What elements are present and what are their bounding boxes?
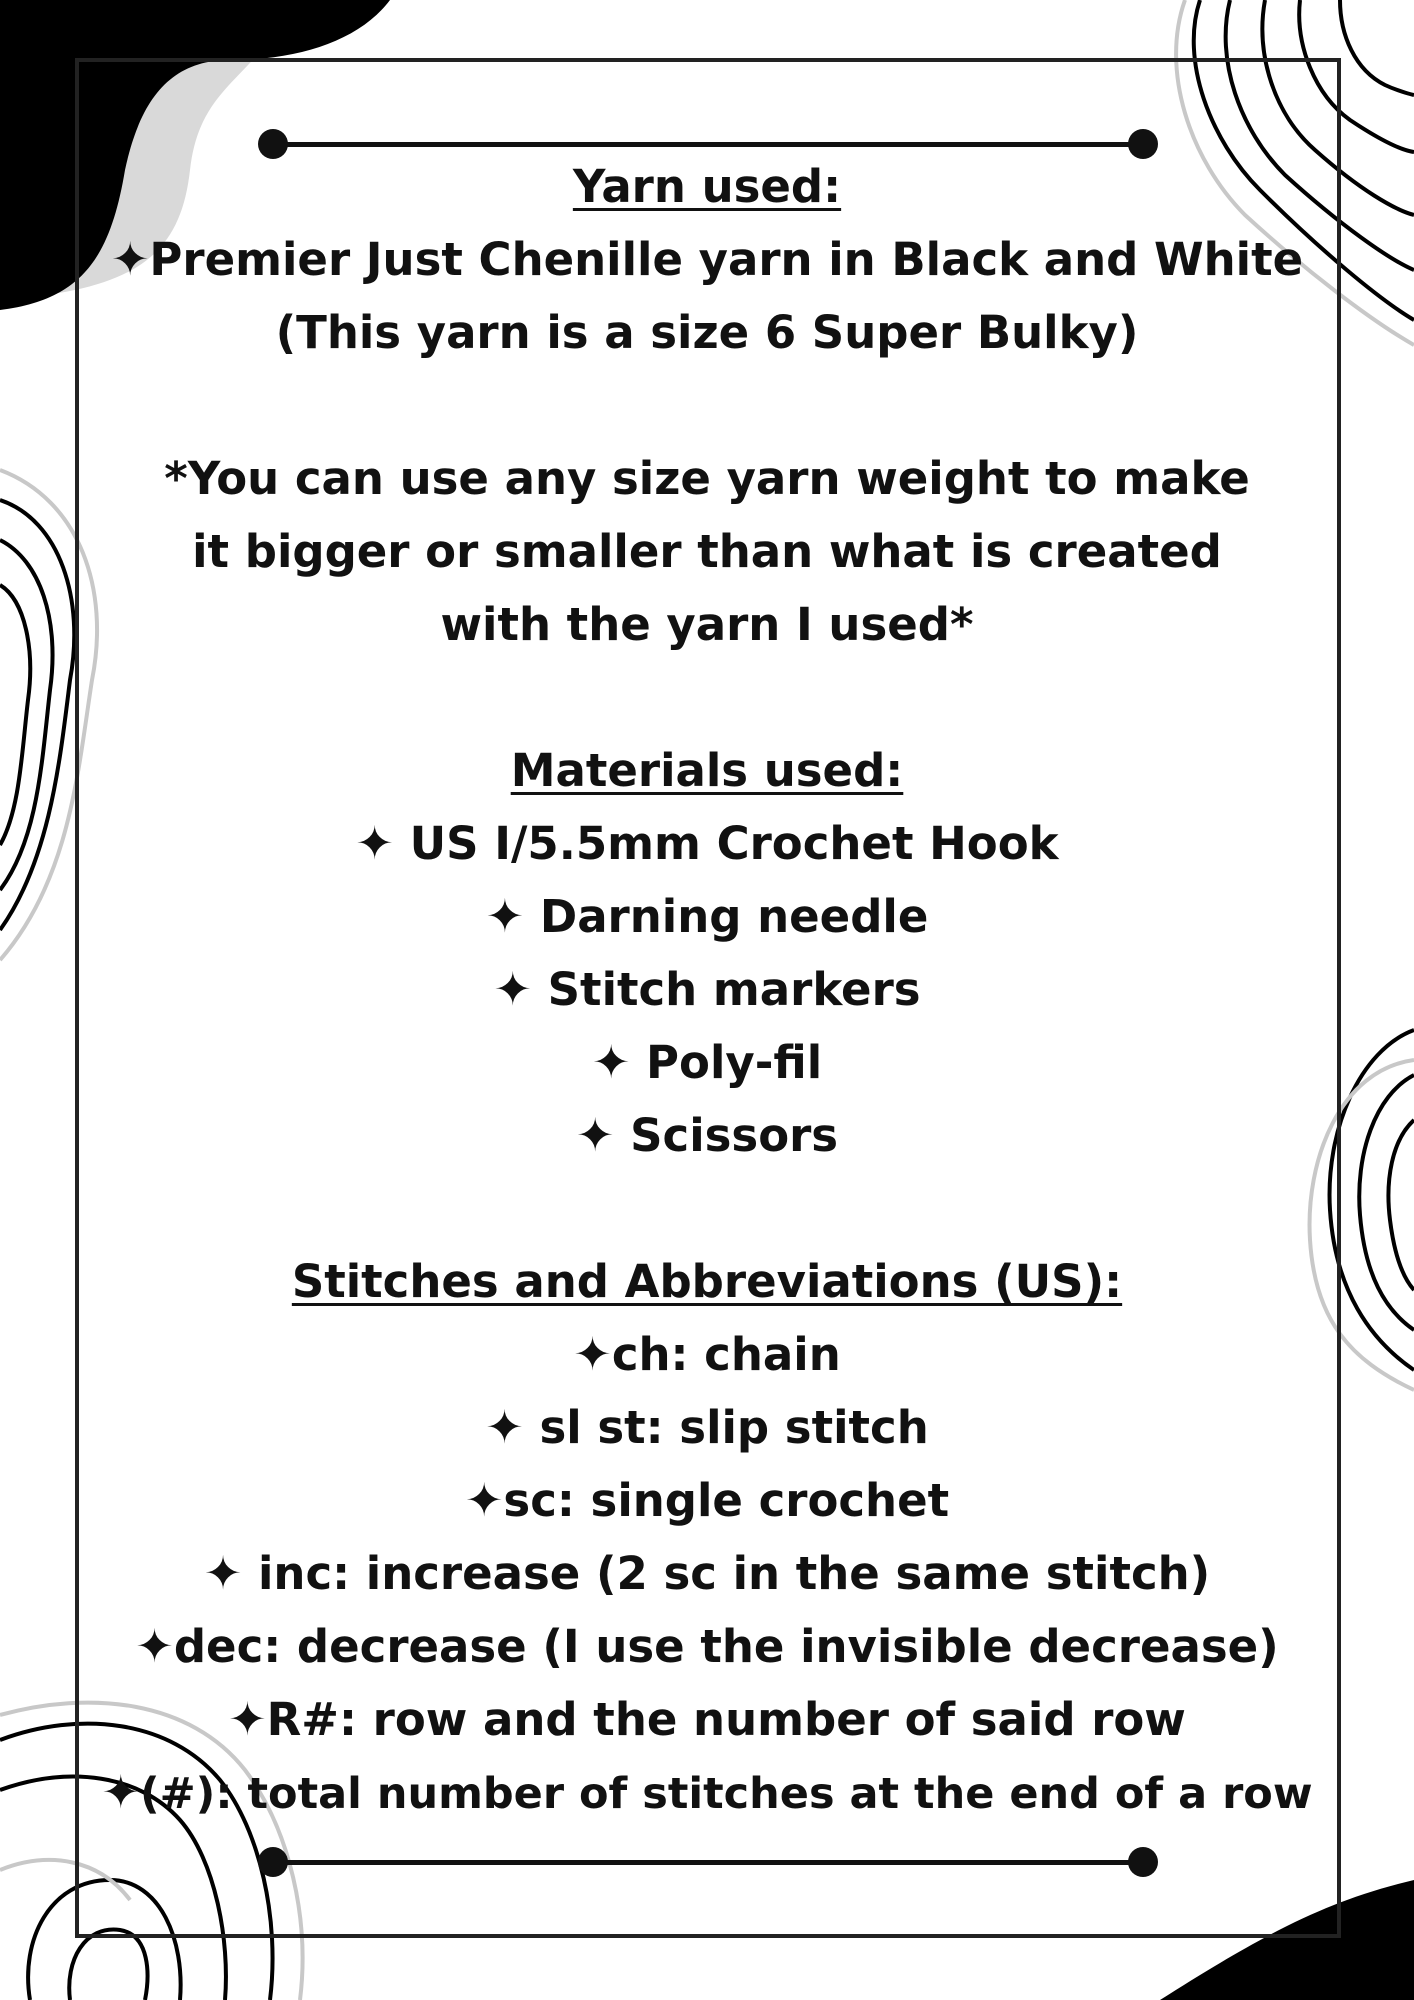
star-icon: ✦ <box>485 1400 524 1454</box>
yarn-line: ✦Premier Just Chenille yarn in Black and White <box>110 232 1304 286</box>
star-icon: ✦ <box>110 232 150 286</box>
star-icon: ✦ <box>573 1327 612 1381</box>
stitch-item: ✦dec: decrease (I use the invisible decrease) <box>135 1619 1279 1673</box>
star-icon: ✦ <box>228 1692 267 1746</box>
star-icon: ✦ <box>355 816 394 870</box>
star-icon: ✦ <box>203 1546 243 1600</box>
contour-lines-right <box>1330 1030 1414 1370</box>
material-item: ✦ Stitch markers <box>493 962 921 1016</box>
stitch-item: ✦(#): total number of stitches at the end of a row <box>101 1765 1313 1819</box>
yarn-size-line: (This yarn is a size 6 Super Bulky) <box>275 306 1139 359</box>
star-icon: ✦ <box>485 889 525 943</box>
star-icon: ✦ <box>575 1108 615 1162</box>
star-icon: ✦ <box>101 1765 140 1819</box>
stitch-item: ✦R#: row and the number of said row <box>228 1692 1186 1746</box>
note-line-3: with the yarn I used* <box>440 598 974 651</box>
stitches-heading: Stitches and Abbreviations (US): <box>291 1255 1123 1308</box>
star-icon: ✦ <box>135 1619 174 1673</box>
materials-heading: Materials used: <box>510 744 904 797</box>
stitch-item: ✦sc: single crochet <box>464 1473 950 1527</box>
yarn-heading: Yarn used: <box>572 160 842 213</box>
material-item: ✦ Poly-fil <box>591 1035 823 1089</box>
stitch-item: ✦ch: chain <box>573 1327 841 1381</box>
note-line-2: it bigger or smaller than what is created <box>192 525 1222 578</box>
note-line-1: *You can use any size yarn weight to make <box>164 452 1250 505</box>
recipe-content <box>100 150 1314 1831</box>
material-item: ✦ US I/5.5mm Crochet Hook <box>355 816 1059 870</box>
star-icon: ✦ <box>493 962 532 1016</box>
contour-lines-left <box>0 500 74 930</box>
star-icon: ✦ <box>591 1035 631 1089</box>
material-item: ✦ Scissors <box>575 1108 839 1162</box>
material-item: ✦ Darning needle <box>485 889 929 943</box>
bottom-divider <box>258 1847 1158 1877</box>
star-icon: ✦ <box>464 1473 504 1527</box>
stitch-item: ✦ inc: increase (2 sc in the same stitch) <box>203 1546 1211 1600</box>
stitch-item: ✦ sl st: slip stitch <box>485 1400 929 1454</box>
